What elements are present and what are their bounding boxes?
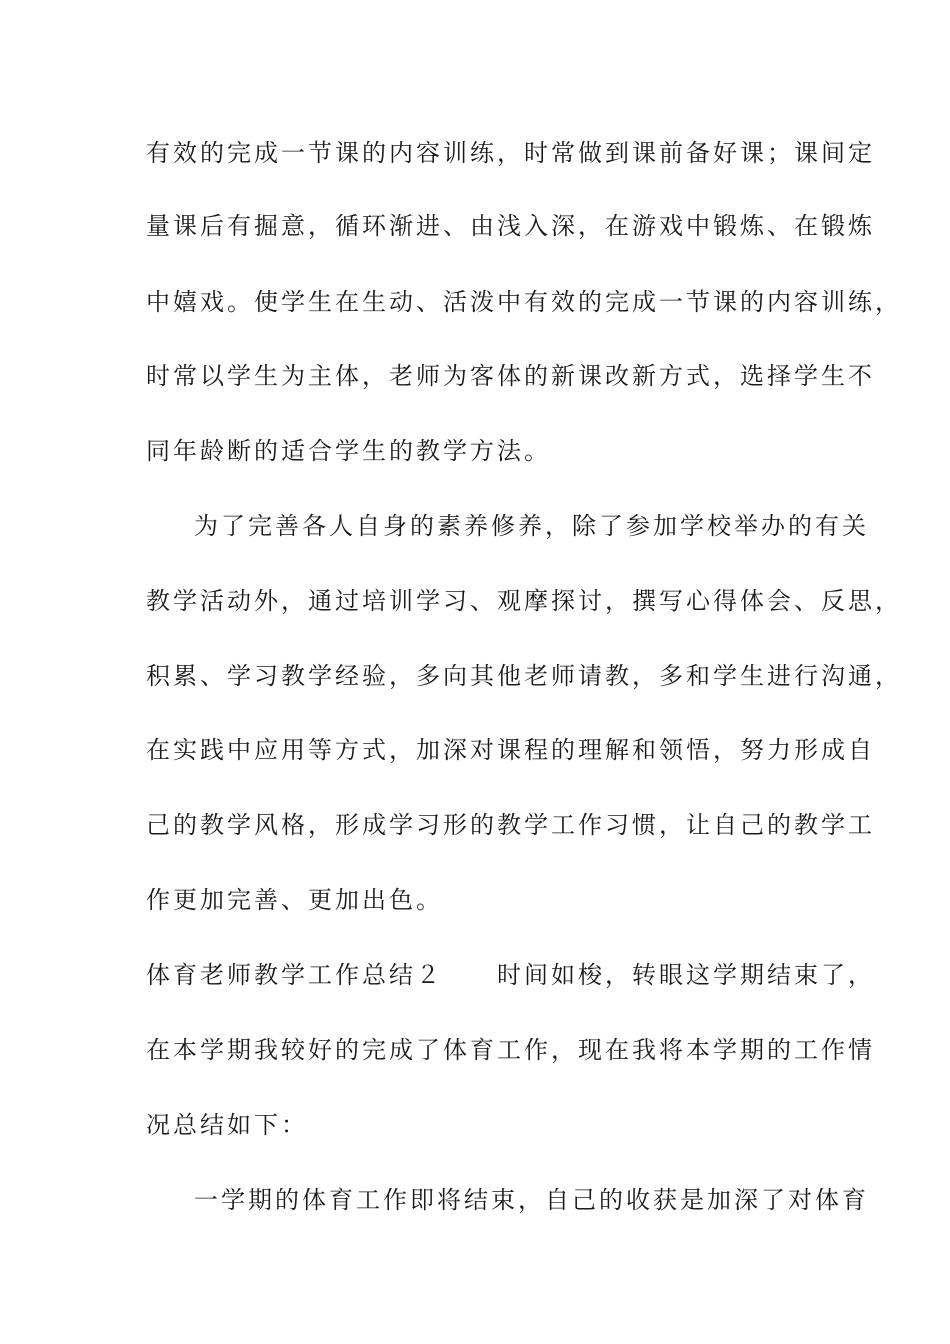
text-line: 己的教学风格，形成学习形的教学工作习惯，让自己的教学工 (146, 811, 875, 839)
text-line: 同年龄断的适合学生的教学方法。 (146, 437, 551, 465)
text-line: 况总结如下： (146, 1111, 308, 1139)
text-line-indented: 一学期的体育工作即将结束，自己的收获是加深了对体育 (194, 1186, 869, 1214)
text-line: 在本学期我较好的完成了体育工作，现在我将本学期的工作情 (146, 1036, 875, 1064)
text-line: 作更加完善、更加出色。 (146, 886, 443, 914)
text-line: 有效的完成一节课的内容训练，时常做到课前备好课；课间定 (146, 139, 875, 167)
section-heading-line: 体育老师教学工作总结２ 时间如梭，转眼这学期结束了， (146, 961, 875, 989)
text-line: 量课后有掘意，循环渐进、由浅入深，在游戏中锻炼、在锻炼 (146, 212, 875, 240)
text-line: 中嬉戏。使学生在生动、活泼中有效的完成一节课的内容训练， (146, 288, 902, 316)
text-line: 在实践中应用等方式，加深对课程的理解和领悟，努力形成自 (146, 736, 875, 764)
text-line: 教学活动外，通过培训学习、观摩探讨，撰写心得体会、反思， (146, 587, 902, 615)
text-line: 积累、学习教学经验，多向其他老师请教，多和学生进行沟通， (146, 662, 902, 690)
text-line-indented: 为了完善各人自身的素养修养，除了参加学校举办的有关 (194, 512, 869, 540)
text-line: 时常以学生为主体，老师为客体的新课改新方式，选择学生不 (146, 362, 875, 390)
